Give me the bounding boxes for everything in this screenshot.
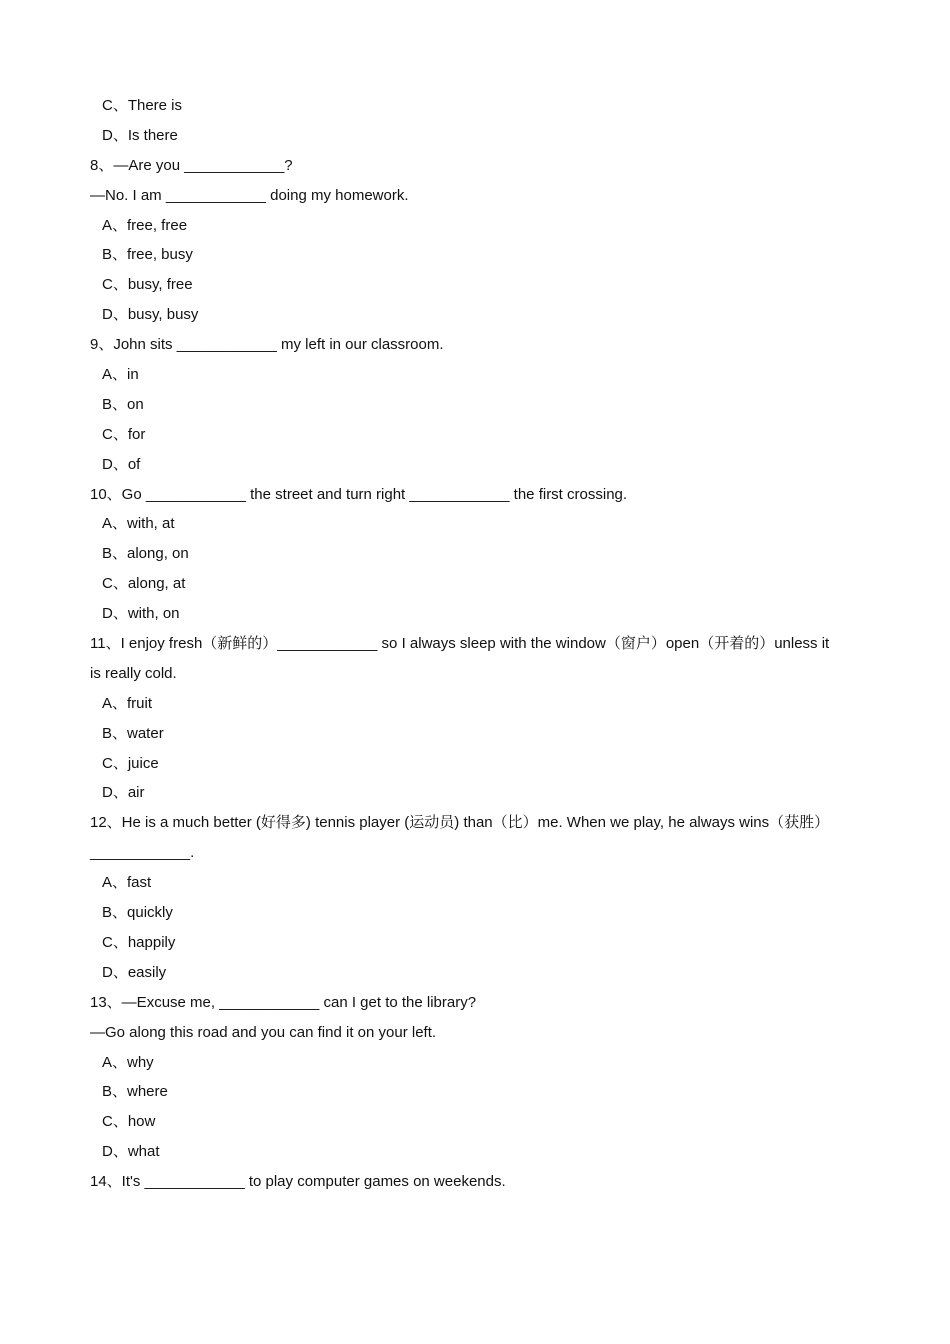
answer-option: C、how xyxy=(102,1113,156,1131)
answer-option: C、juice xyxy=(102,754,159,772)
question-text: is really cold. xyxy=(90,664,177,682)
question-text: 12、He is a much better (好得多) tennis player (运动员) than（比）me. When we play, he always wins（获胜） xyxy=(90,814,830,832)
question-text: 10、Go ____________ the street and turn right ____________ the first crossing. xyxy=(90,485,628,503)
answer-option: D、Is there xyxy=(102,126,178,144)
answer-option: A、with, at xyxy=(102,515,175,533)
answer-option: B、along, on xyxy=(102,545,189,563)
answer-option: D、what xyxy=(102,1143,160,1161)
question-text: 13、—Excuse me, ____________ can I get to the library? xyxy=(90,993,477,1011)
answer-option: A、in xyxy=(102,366,139,384)
answer-option: D、with, on xyxy=(102,605,180,623)
answer-option: B、water xyxy=(102,724,164,742)
answer-option: A、why xyxy=(102,1053,154,1071)
answer-option: C、busy, free xyxy=(102,276,193,294)
question-text: 9、John sits ____________ my left in our classroom. xyxy=(90,336,444,354)
answer-option: C、along, at xyxy=(102,575,186,593)
answer-option: D、busy, busy xyxy=(102,306,199,324)
answer-option: B、quickly xyxy=(102,904,173,922)
answer-option: D、easily xyxy=(102,963,167,981)
question-text: 11、I enjoy fresh（新鲜的）____________ so I always sleep with the window（窗户）open（开着的）unless it xyxy=(90,635,830,653)
question-text: —Go along this road and you can find it on your left. xyxy=(90,1023,437,1041)
answer-option: D、air xyxy=(102,784,145,802)
question-text: 8、—Are you ____________? xyxy=(90,156,293,174)
question-text: 14、It's ____________ to play computer games on weekends. xyxy=(90,1173,506,1191)
answer-option: D、of xyxy=(102,455,141,473)
answer-option: B、free, busy xyxy=(102,246,193,264)
answer-option: C、happily xyxy=(102,933,176,951)
answer-option: B、on xyxy=(102,395,144,413)
question-text: —No. I am ____________ doing my homework. xyxy=(90,186,409,204)
question-list xyxy=(90,94,865,1200)
answer-option: A、fruit xyxy=(102,694,153,712)
answer-option: C、for xyxy=(102,425,146,443)
answer-option: A、fast xyxy=(102,874,152,892)
answer-option: A、free, free xyxy=(102,216,188,234)
question-text: ____________. xyxy=(90,844,195,862)
answer-option: B、where xyxy=(102,1083,168,1101)
answer-option: C、There is xyxy=(102,97,183,114)
